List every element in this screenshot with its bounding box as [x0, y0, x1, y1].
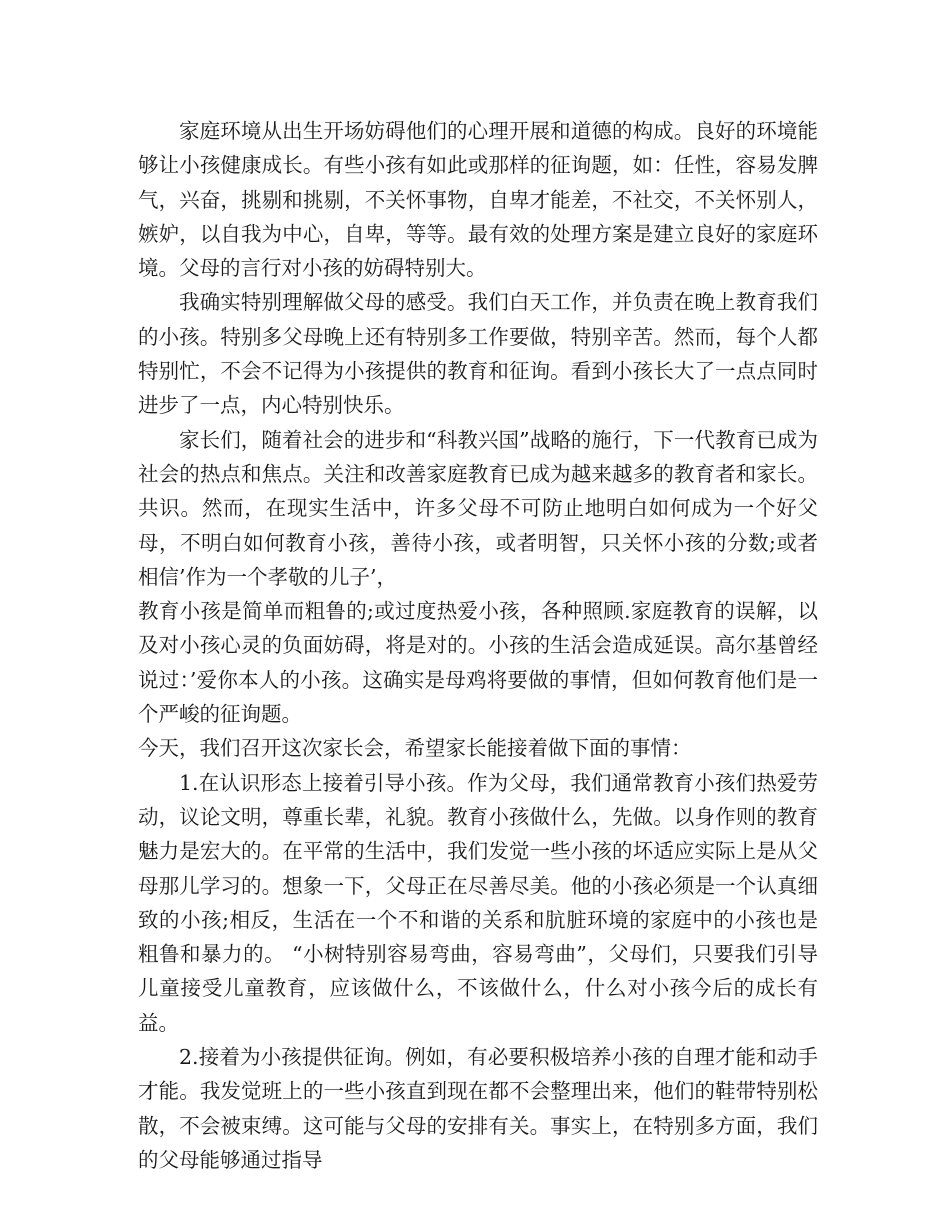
paragraph-3: 家长们，随着社会的进步和“科教兴国”战略的施行，下一代教育已成为社会的热点和焦点。关注和改善家庭教育已成为越来越多的教育者和家长。共识。然而，在现实生活中，许多父母不可防止地明白如何成为一个好父母，不明白如何教育小孩，善待小孩，或者明智，只关怀小孩的分数;或者相信’作为一个孝敬的儿子’， 教育小孩是简单而粗鲁的;或过度热爱小孩，各种照顾.家庭教育的误解，以及对小孩心灵的负面妨碍，将是对的。小孩的生活会造成延误。高尔基曾经说过：’爱你本人的小孩。这确实是母鸡将要做的事情，但如何教育他们是一个严峻的征询题。 今天，我们召开这次家长会，希望家长能接着做下面的事情： — [138, 427, 818, 761]
paragraph-1: 家庭环境从出生开场妨碍他们的心理开展和道德的构成。良好的环境能够让小孩健康成长。有些小孩有如此或那样的征询题，如：任性，容易发脾气，兴奋，挑剔和挑剔，不关怀事物，自卑才能差，不社交，不关怀别人，嫉妒，以自我为中心，自卑，等等。最有效的处理方案是建立良好的家庭环境。父母的言行对小孩的妨碍特别大。 — [138, 119, 818, 281]
document-body — [138, 114, 818, 1177]
paragraph-4: 1.在认识形态上接着引导小孩。作为父母，我们通常教育小孩们热爱劳动，议论文明，尊重长辈，礼貌。教育小孩做什么，先做。以身作则的教育魅力是宏大的。在平常的生活中，我们发觉一些小孩的坏适应实际上是从父母那儿学习的。想象一下，父母正在尽善尽美。他的小孩必须是一个认真细致的小孩;相反，生活在一个不和谐的关系和肮脏环境的家庭中的小孩也是粗鲁和暴力的。 “小树特别容易弯曲，容易弯曲”，父母们，只要我们引导儿童接受儿童教育，应该做什么，不该做什么，什么对小孩今后的成长有益。 — [138, 770, 818, 1035]
paragraph-5: 2.接着为小孩提供征询。例如，有必要积极培养小孩的自理才能和动手才能。我发觉班上的一些小孩直到现在都不会整理出来，他们的鞋带特别松散，不会被束缚。这可能与父母的安排有关。事实上，在特别多方面，我们的父母能够通过指导 — [138, 1045, 818, 1172]
paragraph-2: 我确实特别理解做父母的感受。我们白天工作，并负责在晚上教育我们的小孩。特别多父母晚上还有特别多工作要做，特别辛苦。然而，每个人都特别忙，不会不记得为小孩提供的教育和征询。看到小孩长大了一点点同时进步了一点，内心特别快乐。 — [138, 290, 818, 418]
